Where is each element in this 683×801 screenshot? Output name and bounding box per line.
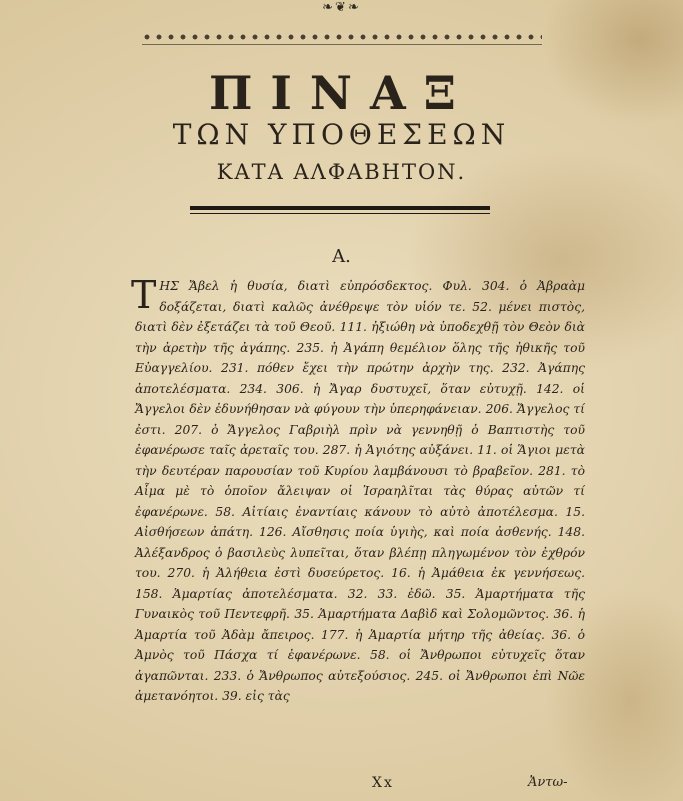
top-ornament: ❧❦❧ [322, 0, 361, 15]
catchword: Ἀντω- [528, 775, 568, 790]
section-letter: Α. [332, 246, 351, 267]
index-entries-text: ΗΣ Ἄβελ ἡ θυσία, διατὶ εὐπρόσδεκτος. Φυλ. 304. ὁ Ἀβραὰμ δοξάζεται, διατὶ καλῶς ἀνέθρεψε τὸν υἱόν τε. 52. μένει πιστὸς, διατὶ δὲν ἐξετάζει τὰ τοῦ Θεοῦ. 111. ἠξιώθη νὰ ὑποδεχθῇ τὸν Θεὸν διὰ τὴν ἀρετὴν τῆς ἀγάπης. 235. ἡ Ἀγάπη θεμέλιον ὅλης τῆς ἠθικῆς τοῦ Εὐαγγελίου. 231. πόθεν ἔχει τὴν πρώτην ἀρχὴν της. 232. Ἀγάπης ἀποτελέσματα. 234. 306. ἡ Ἄγαρ δυστυχεῖ, ὅταν εὐτυχῇ. 142. οἱ Ἄγγελοι δὲν ἐδυνήθησαν νὰ φύγουν τὴν ὑπερηφάνειαν. 206. Ἄγγελος τί ἐστι. 207. ὁ Ἄγγελος Γαβριὴλ πρὶν νὰ γεννηθῇ ὁ Βαπτιστὴς τοῦ ἐφανέρωσε ταῖς ἀρεταῖς του. 287. ἡ Ἁγιότης αὐξάνει. 11. οἱ Ἅγιοι μετὰ τὴν δευτέραν παρουσίαν τοῦ Κυρίου λαμβάνουσι τὸ βραβεῖον. 281. τὸ Αἷμα μὲ τὸ ὁποῖον ἄλειψαν οἱ Ἰσραηλῖται τὰς θύρας αὐτῶν τί ἐφανέρωνε. 58. Αἰτίαις ἐναντίαις κάνουν τὸ αὐτὸ ἀποτέλεσμα. 15. Αἰσθήσεων ἀπάτη. 126. Αἴσθησις ποία ὑγιὴς, καὶ ποία ἀσθενής. 148. Ἀλέξανδρος ὁ βασιλεὺς λυπεῖται, ὅταν βλέπῃ πληγωμένον τὸν ἐχθρόν του. 270. ἡ Ἀλήθεια ἐστὶ δυσεύρετος. 16. ἡ Ἀμάθεια ἐκ γεννήσεως. 158. Ἁμαρτίας ἀποτελέσματα. 32. 33. ἐδῶ. 35. Ἁμαρτήματα τῆς Γυναικὸς τοῦ Πεντεφρῆ. 35. Ἁμαρτήματα Δαβὶδ καὶ Σολομῶντος. 36. ἡ Ἁμαρτία τοῦ Ἀδὰμ ἄπειρος. 177. ἡ Ἁμαρτία μήτηρ τῆς ἀθείας. 36. ὁ Ἀμνὸς τοῦ Πάσχα τί ἐφανέρωνε. 58. οἱ Ἄνθρωποι εὐτυχεῖς ὅταν ἀγαπῶνται. 233. ὁ Ἄνθρωπος αὐτεξούσιος. 245. οἱ Ἄνθρωποι ἐπὶ Νῶε ἀμετανόητοι. 39. εἰς τὰς [135, 279, 585, 703]
page-subtitle-second: ΚΑΤΑ ΑΛΦΑΒΗΤΟΝ. [216, 160, 467, 184]
signature-mark: Xx [372, 775, 394, 791]
page-footer [0, 775, 683, 797]
decorative-band [0, 32, 683, 46]
page-title: ΠΙΝΑΞ [208, 66, 475, 120]
decorative-band-line [142, 44, 542, 45]
decorative-band-dots [142, 32, 542, 42]
title-rule-thin [190, 213, 490, 214]
page-subtitle: ΤΩΝ ΥΠΟΘΕΣΕΩΝ [172, 118, 511, 151]
title-rule-thick [190, 206, 490, 210]
index-body [131, 273, 585, 707]
drop-cap: Τ [131, 273, 157, 317]
